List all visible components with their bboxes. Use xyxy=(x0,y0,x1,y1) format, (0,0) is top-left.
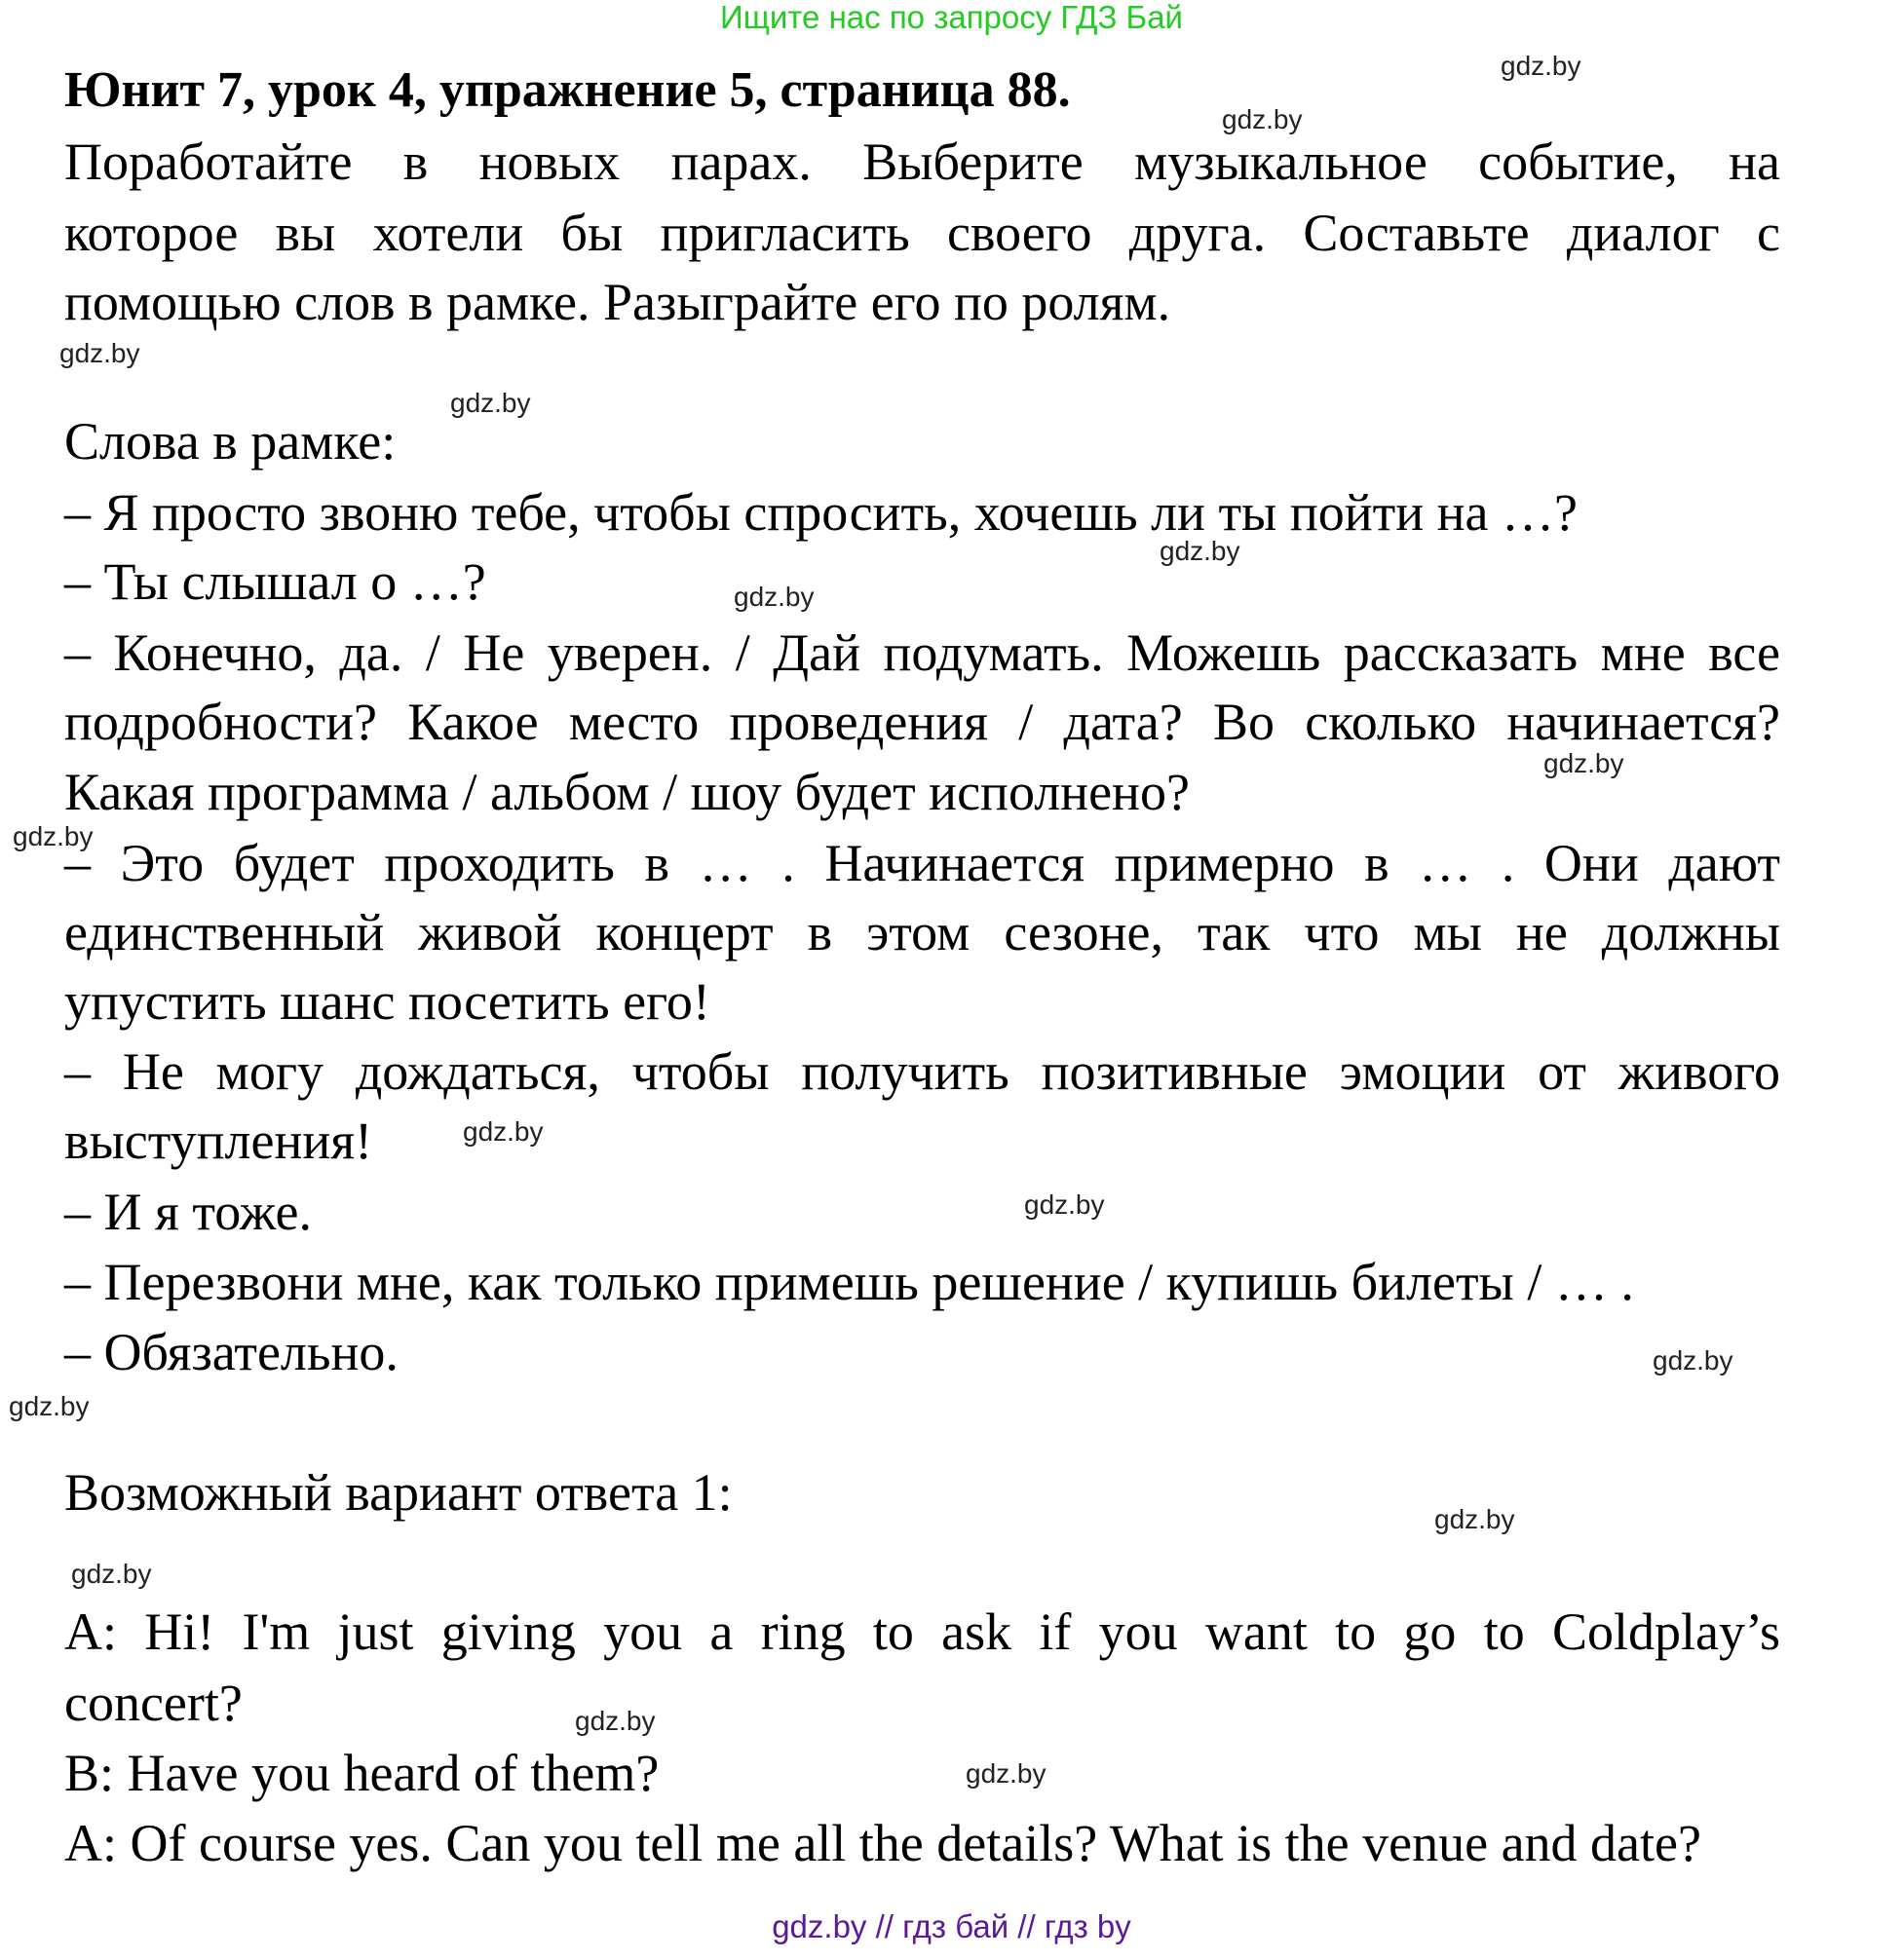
box-heading: Слова в рамке: xyxy=(64,412,397,471)
watermark: gdz.by xyxy=(1024,1189,1105,1220)
box-line: – Не могу дождаться, чтобы получить позитивные эмоции от живого xyxy=(64,1042,1780,1101)
task-line: Поработайте в новых парах. Выберите музыкальное событие, на xyxy=(64,132,1780,191)
task-line: помощью слов в рамке. Разыграйте его по ролям. xyxy=(64,273,1171,331)
box-line: – Перезвони мне, как только примешь решение / купишь билеты / … . xyxy=(64,1253,1634,1311)
watermark: gdz.by xyxy=(71,1559,152,1589)
watermark: gdz.by xyxy=(1501,51,1581,81)
footer-links[interactable]: gdz.by // гдз бай // гдз by xyxy=(772,1908,1131,1944)
box-line: – Обязательно. xyxy=(64,1323,399,1381)
watermark: gdz.by xyxy=(575,1706,656,1736)
answer-line: A: Hi! I'm just giving you a ring to ask if you want to go to Coldplay’s xyxy=(64,1602,1780,1661)
watermark: gdz.by xyxy=(13,821,94,851)
watermark: gdz.by xyxy=(450,388,531,418)
page-title: Юнит 7, урок 4, упражнение 5, страница 88. xyxy=(64,62,1071,118)
box-line: – Это будет проходить в … . Начинается примерно в … . Они дают xyxy=(64,834,1780,892)
watermark: gdz.by xyxy=(734,582,815,612)
box-line: – Я просто звоню тебе, чтобы спросить, хочешь ли ты пойти на …? xyxy=(64,483,1578,542)
box-line: – И я тоже. xyxy=(64,1183,312,1241)
answer-line: concert? xyxy=(64,1674,243,1732)
answer-line: B: Have you heard of them? xyxy=(64,1744,660,1802)
box-line: единственный живой концерт в этом сезоне, так что мы не должны xyxy=(64,903,1780,961)
watermark: gdz.by xyxy=(1434,1504,1515,1534)
answer-line: A: Of course yes. Can you tell me all the details? What is the venue and date? xyxy=(64,1814,1701,1872)
watermark: gdz.by xyxy=(59,338,140,368)
watermark: gdz.by xyxy=(1222,104,1303,134)
watermark: gdz.by xyxy=(1653,1345,1733,1376)
watermark: gdz.by xyxy=(966,1758,1047,1789)
box-line: – Конечно, да. / Не уверен. / Дай подумать. Можешь рассказать мне все xyxy=(64,623,1780,682)
watermark: gdz.by xyxy=(1543,748,1624,778)
box-line: выступления! xyxy=(64,1112,373,1170)
box-line: подробности? Какое место проведения / дата? Во сколько начинается? xyxy=(64,693,1780,751)
box-line: упустить шанс посетить его! xyxy=(64,972,710,1031)
task-line: которое вы хотели бы пригласить своего друга. Составьте диалог с xyxy=(64,204,1780,262)
watermark: gdz.by xyxy=(463,1116,544,1147)
watermark: gdz.by xyxy=(1160,536,1240,566)
search-hint-banner: Ищите нас по запросу ГДЗ Бай xyxy=(720,0,1183,35)
box-line: – Ты слышал о …? xyxy=(64,552,486,611)
box-line: Какая программа / альбом / шоу будет исполнено? xyxy=(64,763,1190,821)
watermark: gdz.by xyxy=(9,1391,90,1421)
answer-heading: Возможный вариант ответа 1: xyxy=(64,1463,733,1522)
